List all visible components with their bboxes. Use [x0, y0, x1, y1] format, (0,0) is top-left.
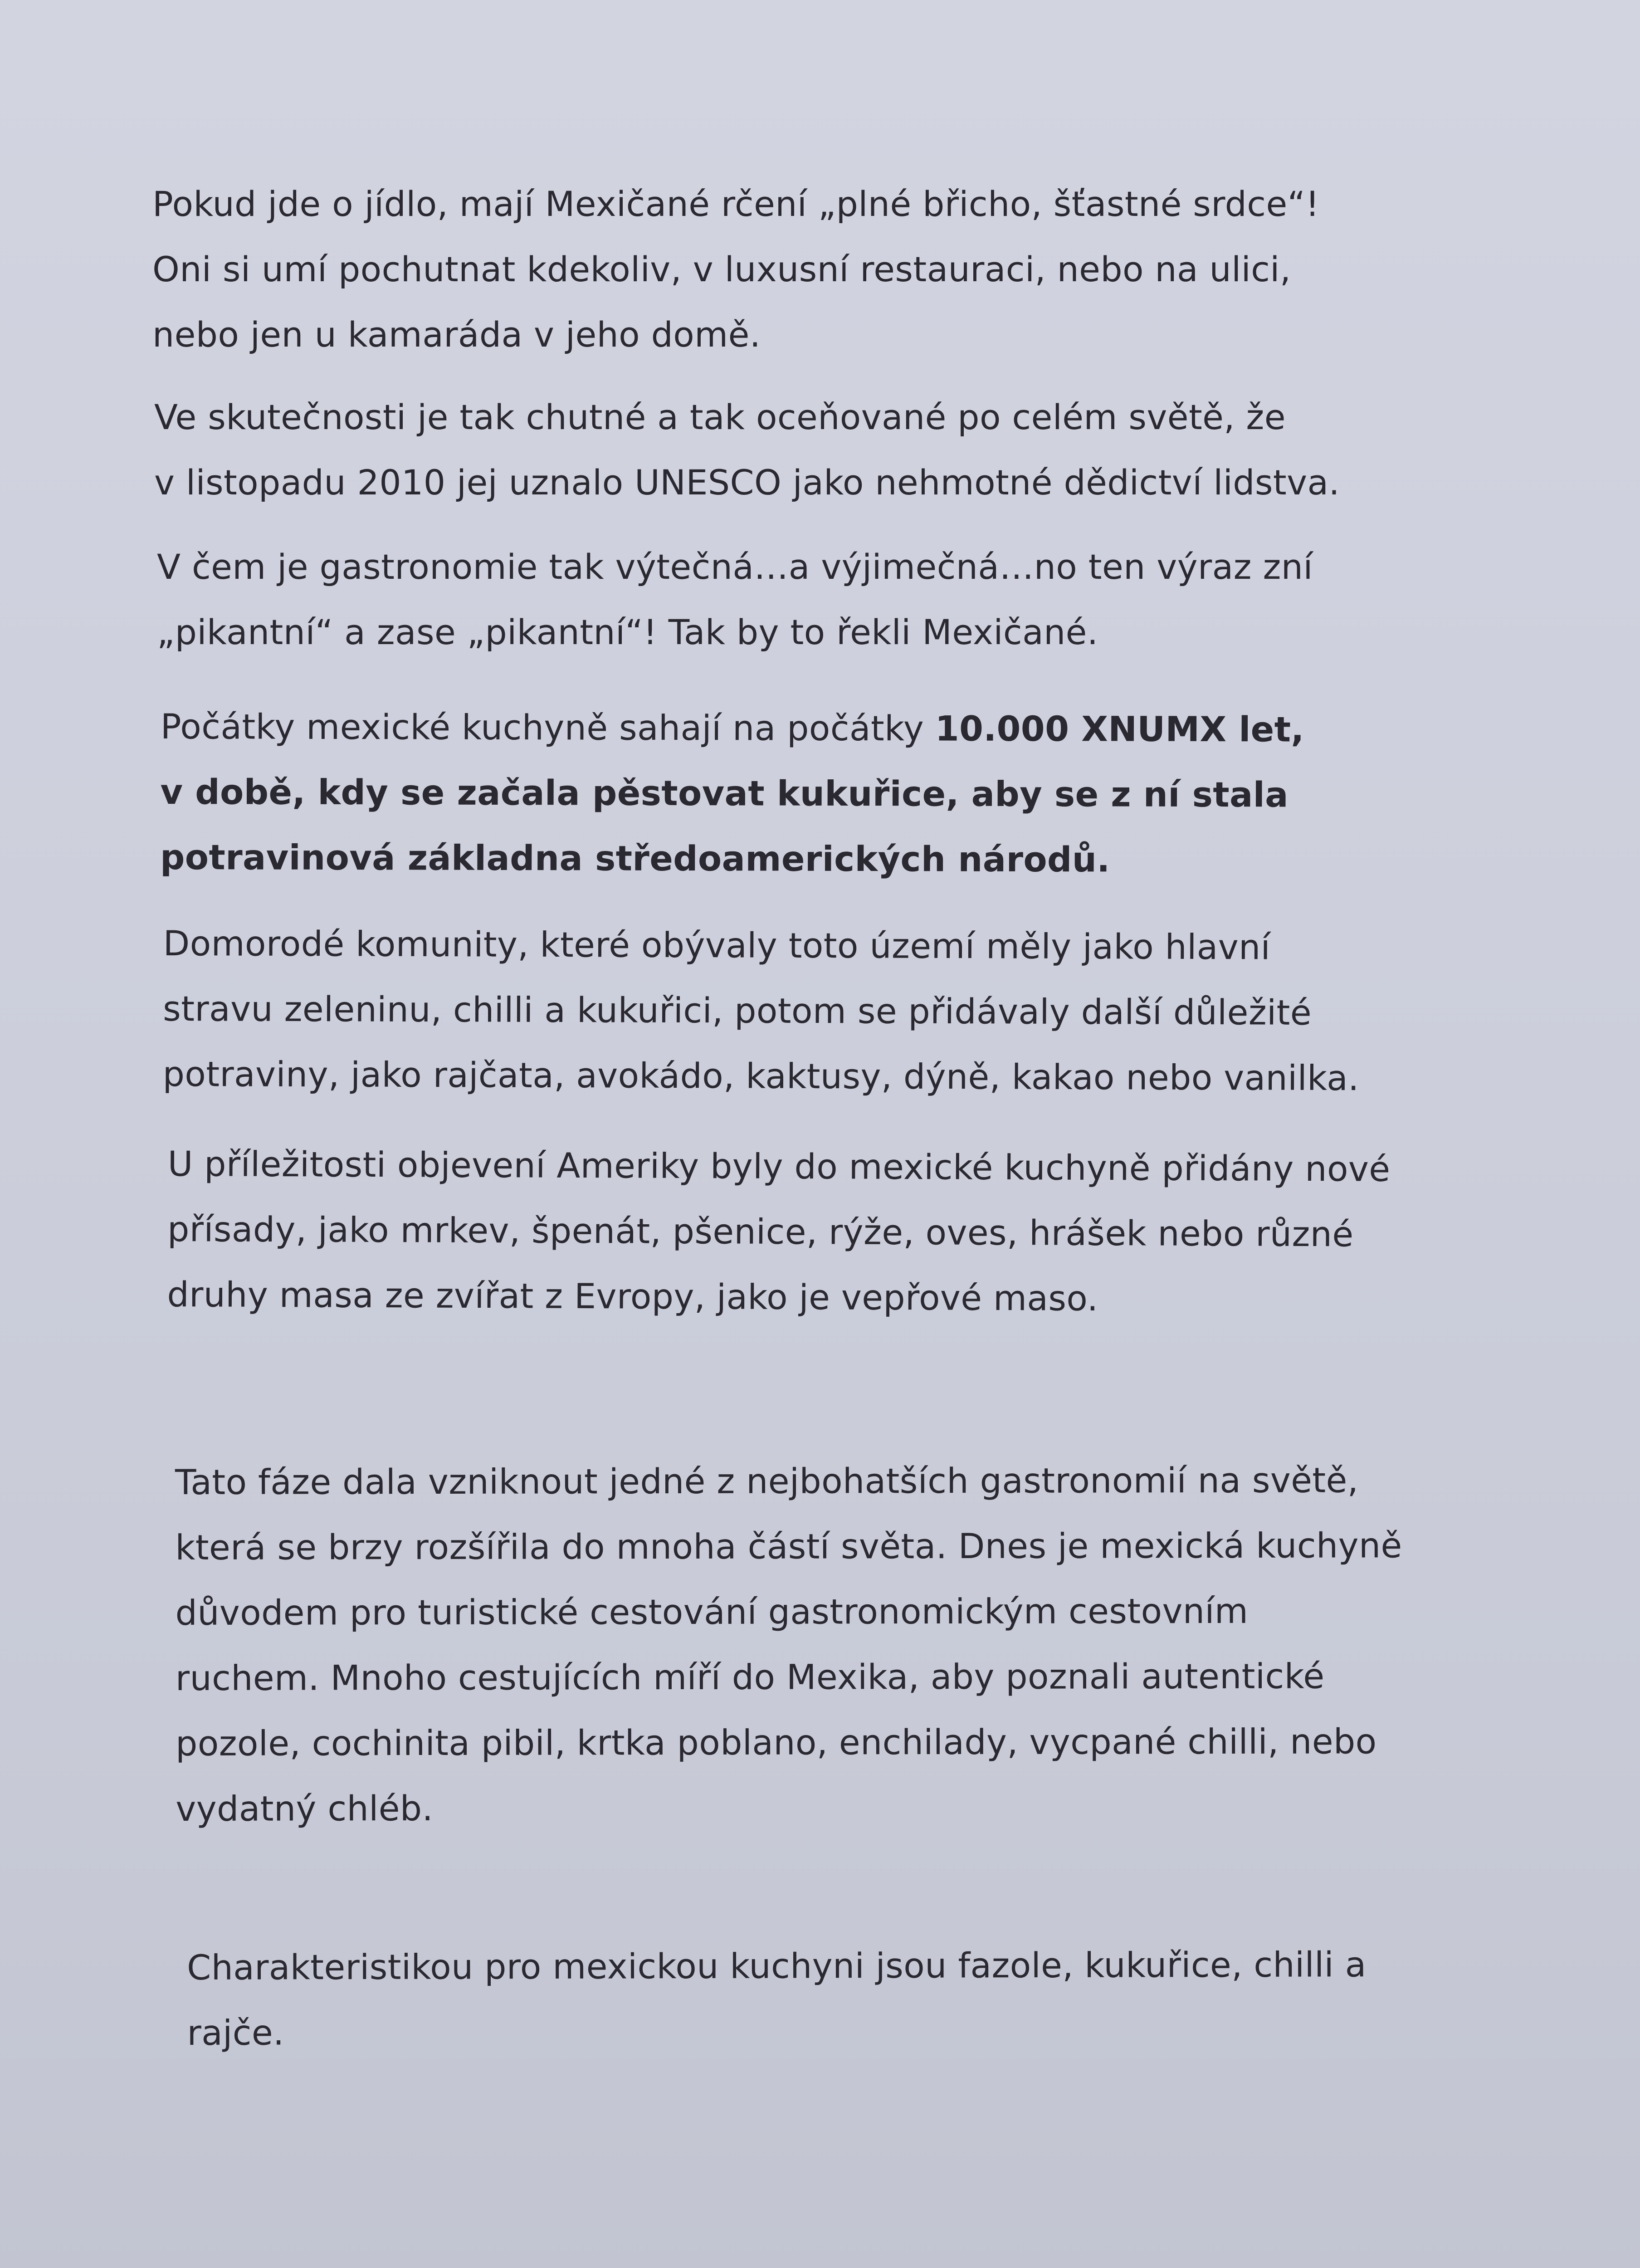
- text-bold: potravinová základna středoamerických národů.: [160, 836, 1110, 880]
- text-line: Ve skutečnosti je tak chutné a tak oceňované po celém světě, že: [154, 397, 1286, 437]
- text-line: [161, 694, 1304, 763]
- paragraph-indigenous: [162, 911, 1359, 1111]
- text-line: „pikantní“ a zase „pikantní“! Tak by to řekli Mexičané.: [157, 612, 1098, 652]
- text-line: důvodem pro turistické cestování gastronomickým cestovním: [175, 1590, 1249, 1633]
- text-line: U příležitosti objevení Ameriky byly do mexické kuchyně přidány nové: [167, 1143, 1391, 1189]
- paragraph-tourism: [175, 1447, 1403, 1842]
- text-line: pozole, cochinita pibil, krtka poblano, enchilady, vycpané chilli, nebo: [176, 1721, 1377, 1764]
- text-line: ruchem. Mnoho cestujících míří do Mexika, aby poznali autentické: [175, 1656, 1325, 1698]
- text-bold: v době, kdy se začala pěstovat kukuřice, aby se z ní stala: [160, 771, 1289, 815]
- text-line: vydatný chléb.: [176, 1788, 434, 1829]
- text-line: Tato fáze dala vzniknout jedné z nejbohatších gastronomií na světě,: [175, 1460, 1359, 1502]
- text-line: potraviny, jako rajčata, avokádo, kaktusy, dýně, kakao nebo vanilka.: [162, 1053, 1359, 1099]
- text-line: Oni si umí pochutnat kdekoliv, v luxusní restauraci, nebo na ulici,: [152, 249, 1291, 289]
- text-line: [160, 759, 1304, 828]
- text-line: stravu zeleninu, chilli a kukuřici, potom se přidávaly další důležité: [163, 988, 1312, 1033]
- text-line: nebo jen u kamaráda v jeho domě.: [152, 314, 761, 355]
- paragraph-america: [167, 1131, 1391, 1333]
- text-line: druhy masa ze zvířat z Evropy, jako je vepřové maso.: [167, 1274, 1098, 1319]
- text-line: Domorodé komunity, které obývaly toto území měly jako hlavní: [163, 923, 1271, 968]
- text-line: Pokud jde o jídlo, mají Mexičané rčení „plné břicho, šťastné srdce“!: [152, 184, 1320, 224]
- paragraph-spicy: [157, 534, 1313, 665]
- text-line: v listopadu 2010 jej uznalo UNESCO jako nehmotné dědictví lidstva.: [154, 462, 1340, 503]
- text-normal: Počátky mexické kuchyně sahají na počátky: [160, 706, 935, 749]
- paragraph-unesco: [154, 385, 1340, 515]
- text-line: V čem je gastronomie tak výtečná…a výjimečná…no ten výraz zní: [157, 547, 1313, 587]
- paragraph-origins: [160, 694, 1304, 893]
- text-bold: 10.000 XNUMX let,: [935, 708, 1304, 750]
- text-line: která se brzy rozšířila do mnoha částí světa. Dnes je mexická kuchyně: [175, 1525, 1402, 1568]
- text-line: Charakteristikou pro mexickou kuchyni jsou fazole, kukuřice, chilli a: [187, 1944, 1367, 1988]
- text-line: přísady, jako mrkev, špenát, pšenice, rýže, oves, hrášek nebo různé: [167, 1208, 1354, 1255]
- text-line: rajče.: [187, 2012, 284, 2053]
- paragraph-characteristics: [187, 1932, 1367, 2066]
- paragraph-intro: [152, 171, 1319, 367]
- text-line: [160, 825, 1304, 893]
